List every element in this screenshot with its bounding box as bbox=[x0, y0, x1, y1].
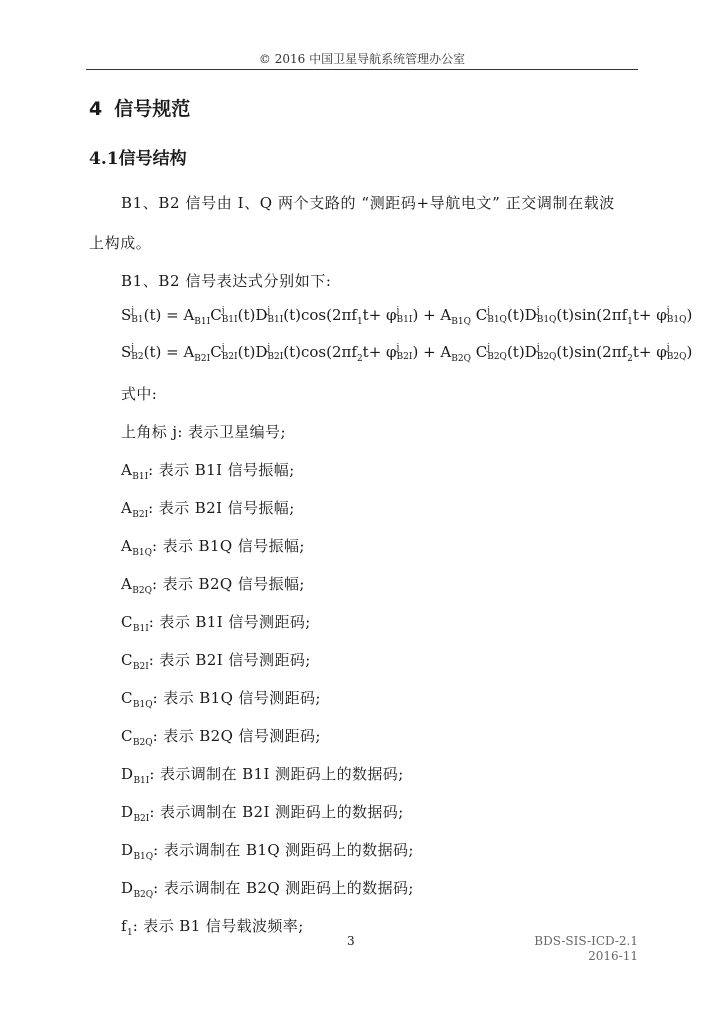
subsection-heading bbox=[89, 144, 187, 169]
definition-line bbox=[121, 421, 286, 442]
definition-symbol: D bbox=[121, 879, 134, 897]
definition-line bbox=[121, 915, 304, 938]
definition-text: : 表示调制在 B1I 测距码上的数据码; bbox=[149, 765, 404, 783]
section-title: 信号规范 bbox=[114, 98, 191, 120]
definition-line bbox=[121, 497, 295, 520]
definition-subscript: B1I bbox=[132, 624, 149, 634]
definition-line bbox=[121, 459, 295, 482]
definition-text: : 表示 B1I 信号测距码; bbox=[148, 613, 311, 631]
where-label: 式中: bbox=[121, 385, 158, 403]
paragraph-expressions-intro: B1、B2 信号表达式分别如下: bbox=[121, 272, 332, 290]
definition-line bbox=[121, 877, 414, 900]
definition-symbol: C bbox=[121, 651, 133, 669]
definition-text: : 表示调制在 B1Q 测距码上的数据码; bbox=[153, 841, 414, 859]
definition-text: : 表示 B2Q 信号测距码; bbox=[152, 727, 321, 745]
document-date: 2016-11 bbox=[588, 949, 638, 963]
page-header: © 2016 中国卫星导航系统管理办公室 bbox=[258, 52, 466, 66]
definition-subscript: B2Q bbox=[132, 738, 153, 748]
definition-text: 上角标 j: 表示卫星编号; bbox=[121, 423, 286, 441]
definition-symbol: D bbox=[121, 765, 134, 783]
definition-line bbox=[121, 801, 404, 824]
definition-symbol: f bbox=[121, 917, 127, 935]
paragraph-line-2: 上构成。 bbox=[89, 234, 152, 252]
definition-line bbox=[121, 839, 414, 862]
definition-text: : 表示 B2Q 信号振幅; bbox=[151, 575, 305, 593]
definition-line bbox=[121, 535, 305, 558]
definition-symbol: A bbox=[121, 537, 133, 555]
formula-b2: S j B2 $(t) = A_{B2I}C$ j B2I (t)D j B2I $(t)\cos(2\pi f_2t+ \varphi$ j B2I ) + $A_{B2Q}$ C j B2Q (t)D j B2Q $(t)\sin(2\pi f_2t+ \varphi$ j B2Q ) bbox=[121, 343, 693, 364]
definition-subscript: B2Q bbox=[133, 890, 154, 900]
definition-symbol: C bbox=[121, 613, 133, 631]
definition-symbol: A bbox=[121, 575, 133, 593]
section-number: 4 bbox=[89, 98, 103, 120]
definition-subscript: B2I bbox=[132, 510, 149, 520]
definition-symbol: D bbox=[121, 803, 134, 821]
definition-text: : 表示 B1Q 信号测距码; bbox=[152, 689, 321, 707]
definition-line bbox=[121, 763, 404, 786]
definition-subscript: B1Q bbox=[132, 548, 152, 558]
definition-line bbox=[121, 725, 321, 748]
subsection-number: 4.1 bbox=[89, 149, 119, 169]
formula-b1: S j B1 $(t) = A_{B1I}C$ j B1I (t)D j B1I $(t)\cos(2\pi f_1t+ \varphi$ j B1I ) + $A_{B1Q}$ C j B1Q (t)D j B1Q $(t)\sin(2\pi f_1t+ \varphi$ j B1Q ) bbox=[121, 306, 693, 327]
definition-subscript: B1I bbox=[132, 472, 149, 482]
definition-line bbox=[121, 573, 305, 596]
definition-line bbox=[121, 649, 311, 672]
definition-subscript: B1Q bbox=[133, 852, 154, 862]
definition-symbol: A bbox=[121, 499, 133, 517]
definition-subscript: 1 bbox=[126, 928, 133, 938]
document-id-block bbox=[534, 934, 638, 964]
document-id: BDS-SIS-ICD-2.1 bbox=[534, 934, 638, 948]
definition-symbol: A bbox=[121, 461, 133, 479]
definition-subscript: B1I bbox=[133, 776, 150, 786]
definition-symbol: C bbox=[121, 689, 133, 707]
definition-line bbox=[121, 611, 311, 634]
definition-line bbox=[121, 687, 321, 710]
section-heading bbox=[89, 94, 190, 121]
definition-subscript: B2I bbox=[132, 662, 149, 672]
definition-symbol: C bbox=[121, 727, 133, 745]
definition-symbol: D bbox=[121, 841, 134, 859]
definition-text: : 表示 B1I 信号振幅; bbox=[148, 461, 295, 479]
definition-subscript: B2Q bbox=[132, 586, 152, 596]
definition-subscript: B2I bbox=[133, 814, 150, 824]
header-rule bbox=[86, 69, 638, 70]
definition-text: : 表示 B1 信号载波频率; bbox=[132, 917, 304, 935]
definition-text: : 表示调制在 B2Q 测距码上的数据码; bbox=[153, 879, 414, 897]
definition-text: : 表示 B1Q 信号振幅; bbox=[151, 537, 305, 555]
definition-subscript: B1Q bbox=[132, 700, 153, 710]
definition-text: : 表示 B2I 信号测距码; bbox=[148, 651, 311, 669]
definition-text: : 表示调制在 B2I 测距码上的数据码; bbox=[149, 803, 404, 821]
paragraph-line-1: B1、B2 信号由 I、Q 两个支路的 “测距码+导航电文” 正交调制在载波 bbox=[121, 194, 615, 212]
page-number: 3 bbox=[347, 934, 355, 948]
subsection-title: 信号结构 bbox=[118, 149, 187, 169]
definition-text: : 表示 B2I 信号振幅; bbox=[148, 499, 295, 517]
